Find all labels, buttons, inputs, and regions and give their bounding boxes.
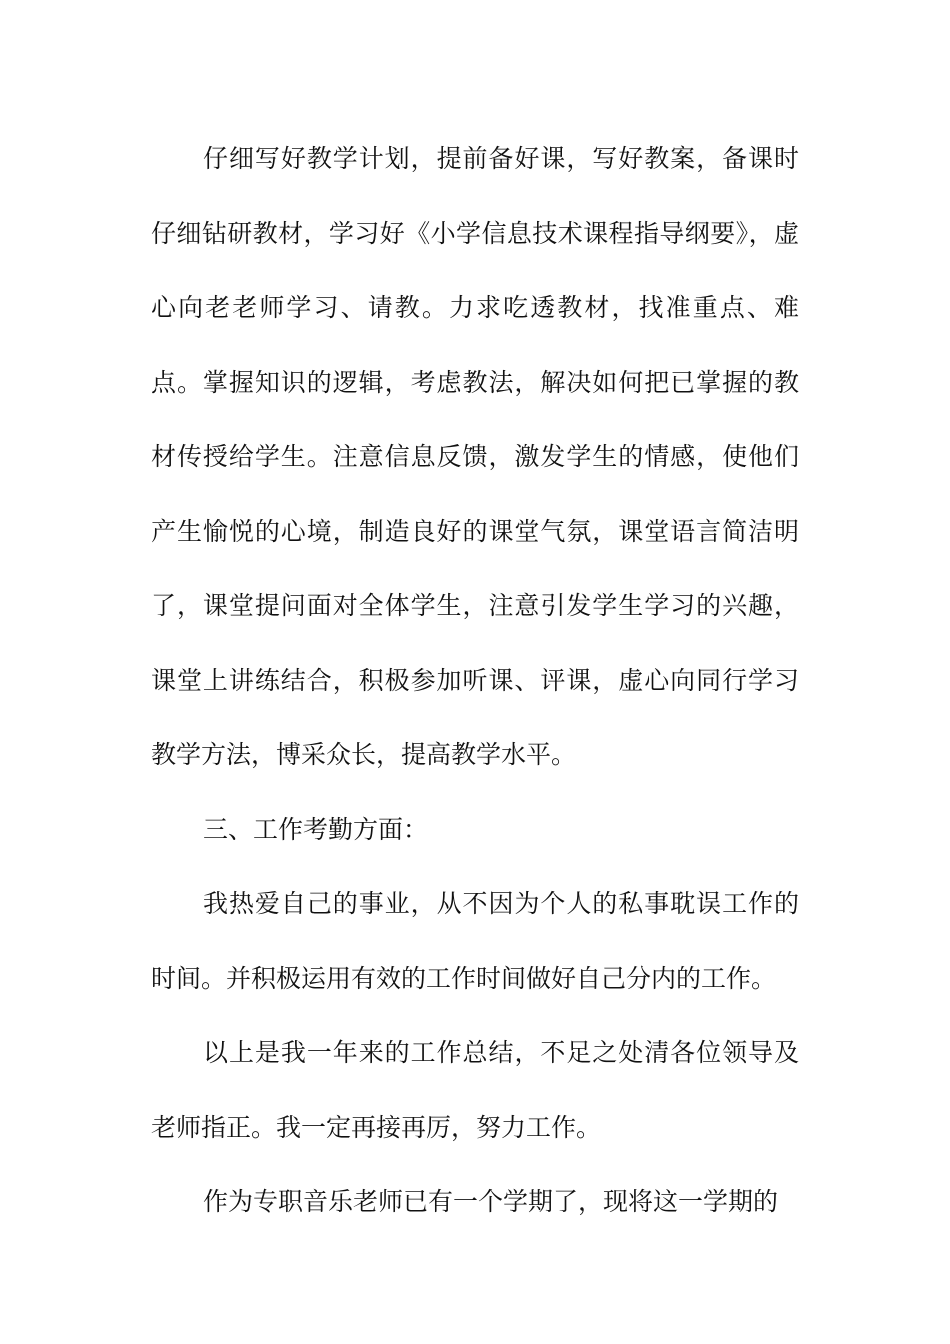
paragraph-attendance-heading: 三、工作考勤方面：	[203, 814, 429, 844]
paragraph-music-teacher: 作为专职音乐老师已有一个学期了，现将这一学期的	[203, 1187, 779, 1216]
document-body	[151, 122, 799, 1240]
paragraph-teaching-preparation: 仔细写好教学计划，提前备好课，写好教案，备课时仔细钻研教材，学习好《小学信息技术课程指导纲要》，虚心向老老师学习、请教。力求吃透教材，找准重点、难点。掌握知识的逻辑，考虑教法，解决如何把已掌握的教材传授给学生。注意信息反馈，激发学生的情感，使他们产生愉悦的心境，制造良好的课堂气氛，课堂语言简洁明了，课堂提问面对全体学生，注意引发学生学习的兴趣，课堂上讲练结合，积极参加听课、评课，虚心向同行学习教学方法，博采众长，提高教学水平。	[151, 144, 799, 769]
paragraph-conclusion: 以上是我一年来的工作总结，不足之处清各位领导及老师指正。我一定再接再厉，努力工作。	[151, 1038, 799, 1142]
paragraph-attendance: 我热爱自己的事业，从不因为个人的私事耽误工作的时间。并积极运用有效的工作时间做好自己分内的工作。	[151, 889, 799, 993]
